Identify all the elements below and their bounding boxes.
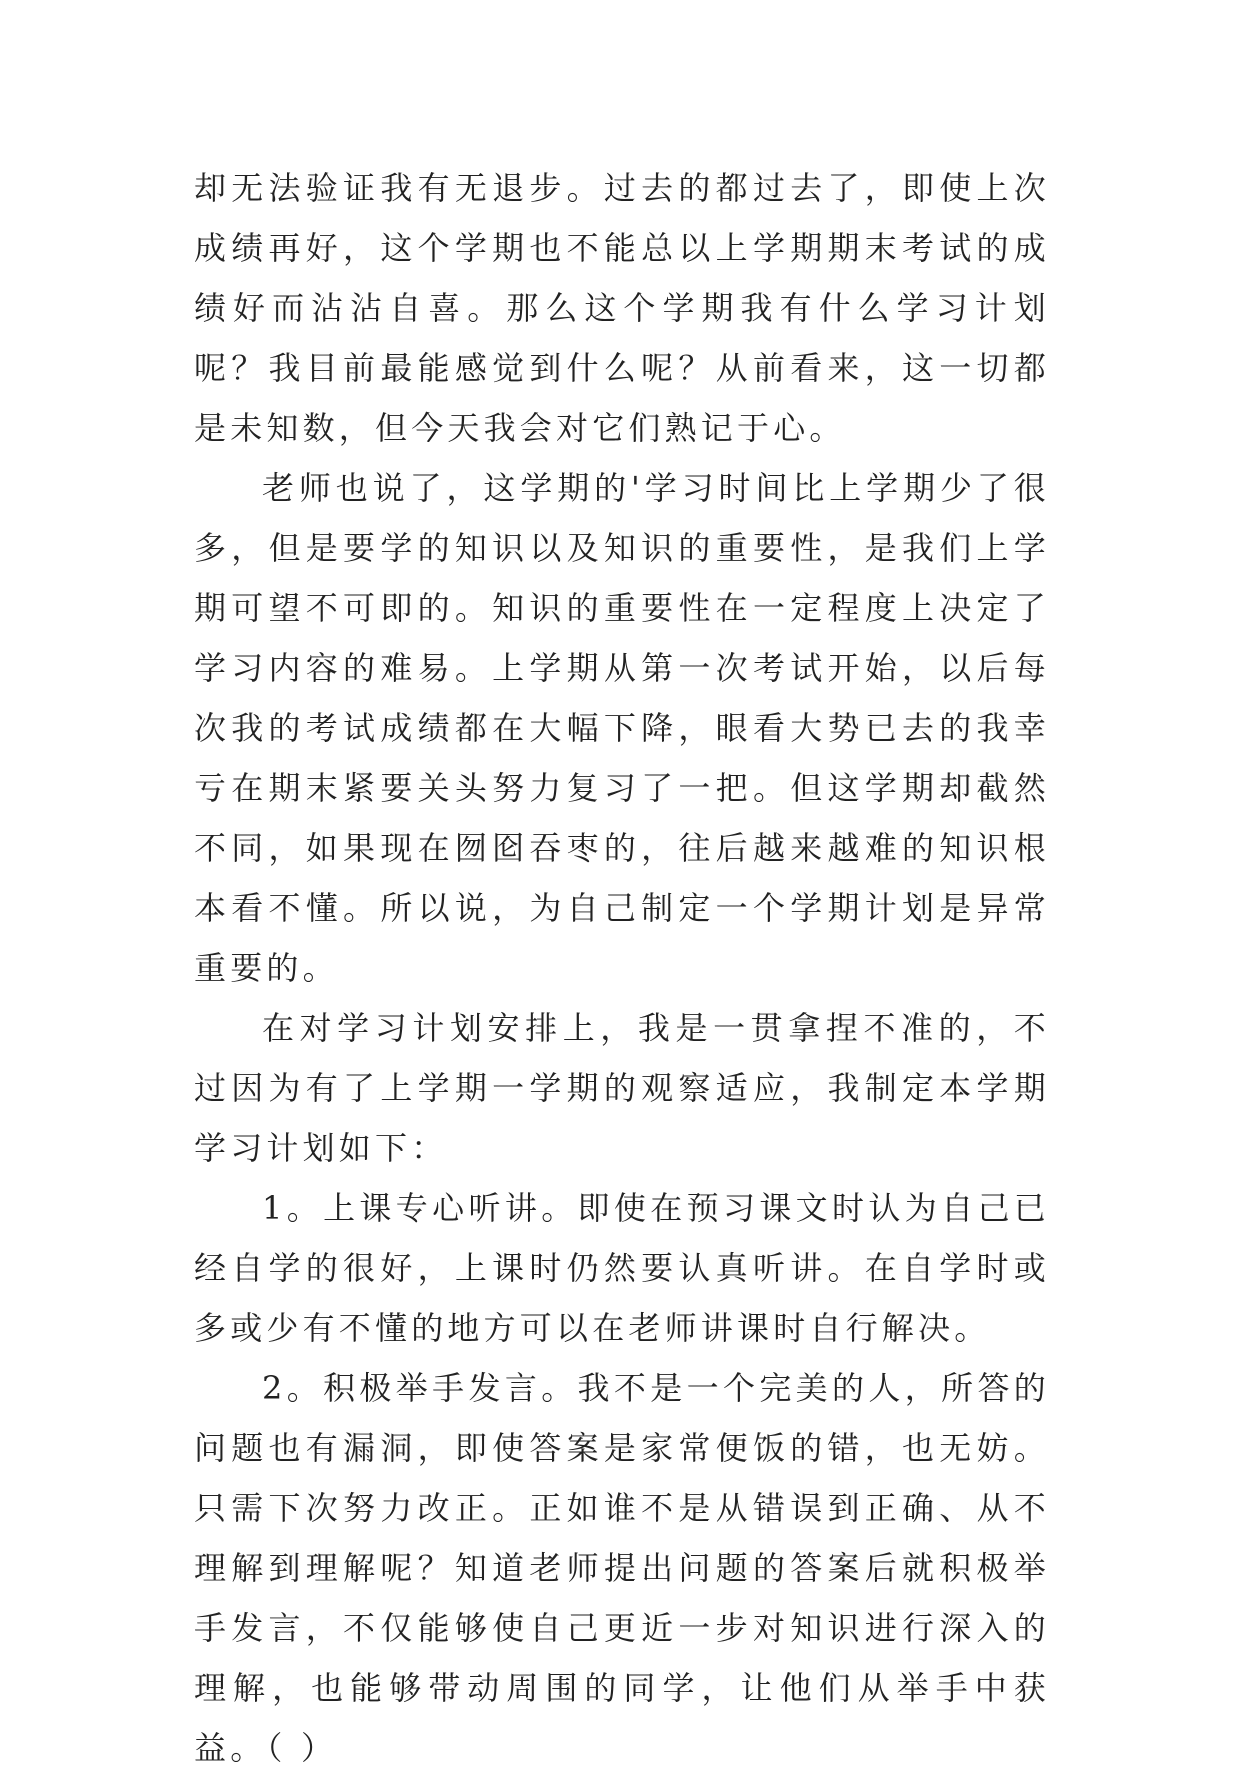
document-body <box>194 158 1050 1778</box>
paragraph-2: 老师也说了，这学期的'学习时间比上学期少了很多，但是要学的知识以及知识的重要性，是我们上学期可望不可即的。知识的重要性在一定程度上决定了学习内容的难易。上学期从第一次考试开始，以后每次我的考试成绩都在大幅下降，眼看大势已去的我幸亏在期末紧要关头努力复习了一把。但这学期却截然不同，如果现在囫囵吞枣的，往后越来越难的知识根本看不懂。所以说，为自己制定一个学期计划是异常重要的。 <box>194 469 1050 987</box>
paragraph-4: 1。上课专心听讲。即使在预习课文时认为自己已经自学的很好，上课时仍然要认真听讲。在自学时或多或少有不懂的地方可以在老师讲课时自行解决。 <box>194 1189 1050 1347</box>
paragraph-3: 在对学习计划安排上，我是一贯拿捏不准的，不过因为有了上学期一学期的观察适应，我制定本学期学习计划如下： <box>194 1009 1050 1167</box>
paragraph-5: 2。积极举手发言。我不是一个完美的人，所答的问题也有漏洞，即使答案是家常便饭的错，也无妨。只需下次努力改正。正如谁不是从错误到正确、从不理解到理解呢？知道老师提出问题的答案后就积极举手发言，不仅能够使自己更近一步对知识进行深入的理解，也能够带动周围的同学，让他们从举手中获益。（ ） <box>194 1369 1050 1767</box>
paragraph-1: 却无法验证我有无退步。过去的都过去了，即使上次成绩再好，这个学期也不能总以上学期期末考试的成绩好而沾沾自喜。那么这个学期我有什么学习计划呢？我目前最能感觉到什么呢？从前看来，这一切都是未知数，但今天我会对它们熟记于心。 <box>194 169 1050 447</box>
